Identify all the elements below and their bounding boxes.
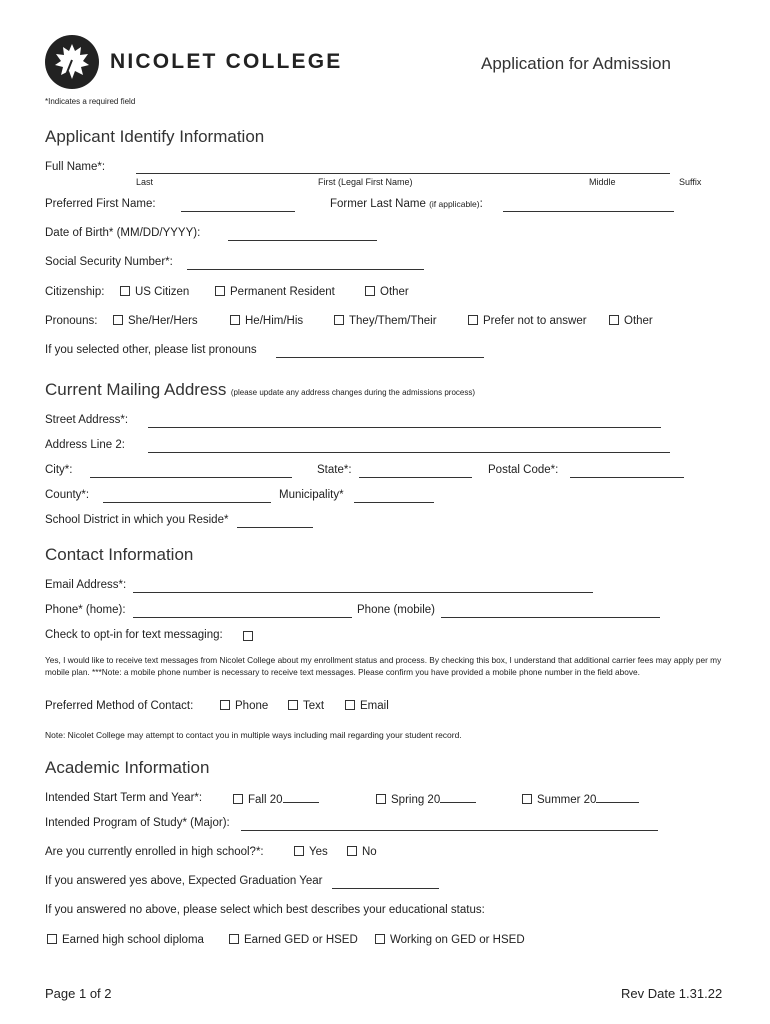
preferred-first-field[interactable] [181,201,295,212]
checkbox[interactable] [347,846,357,856]
school-district-label: School District in which you Reside* [45,514,229,526]
citizenship-option-us[interactable]: US Citizen [120,286,189,298]
method-option-email[interactable]: Email [345,700,389,712]
section-title-applicant: Applicant Identify Information [45,127,265,146]
street-field[interactable] [148,417,661,428]
checkbox[interactable] [376,794,386,804]
former-last-row: Former Last Name (if applicable): [330,198,483,210]
full-name-label: Full Name*: [45,161,106,173]
checkbox[interactable] [345,700,355,710]
status-option-diploma[interactable]: Earned high school diploma [47,934,204,946]
line2-label: Address Line 2: [45,439,125,451]
checkbox[interactable] [113,315,123,325]
term-option-fall[interactable]: Fall 20 [233,792,319,806]
pronoun-option-he[interactable]: He/Him/His [230,315,303,327]
contact-note: Note: Nicolet College may attempt to contact you in multiple ways including mail regarding your student record. [45,730,462,740]
phone-home-field[interactable] [133,607,352,618]
former-last-field[interactable] [503,201,674,212]
pronoun-option-they[interactable]: They/Them/Their [334,315,437,327]
required-note: *Indicates a required field [45,97,136,106]
dob-field[interactable] [228,230,377,241]
full-name-suffix-label: Suffix [679,177,702,187]
checkbox[interactable] [230,315,240,325]
checkbox[interactable] [229,934,239,944]
rev-date: Rev Date 1.31.22 [621,986,723,1001]
email-label: Email Address*: [45,579,127,591]
dob-label: Date of Birth* (MM/DD/YYYY): [45,227,201,239]
phone-mobile-label: Phone (mobile) [357,604,435,616]
pronouns-other-label: If you selected other, please list pronouns [45,344,257,356]
pronoun-option-prefer-not[interactable]: Prefer not to answer [468,315,587,327]
school-district-field[interactable] [237,517,313,528]
status-option-ged[interactable]: Earned GED or HSED [229,934,358,946]
checkbox[interactable] [522,794,532,804]
postal-field[interactable] [570,467,684,478]
enrolled-hs-label: Are you currently enrolled in high school?*: [45,846,264,858]
full-name-middle-label: Middle [589,177,616,187]
municipality-field[interactable] [354,492,434,503]
status-question: If you answered no above, please select which best describes your educational status: [45,904,485,916]
program-label: Intended Program of Study* (Major): [45,817,230,829]
phone-home-label: Phone* (home): [45,604,126,616]
citizenship-option-pr[interactable]: Permanent Resident [215,286,335,298]
college-logo [44,34,100,90]
spring-year-field[interactable] [440,792,476,803]
ssn-label: Social Security Number*: [45,256,173,268]
opt-in-checkbox[interactable] [243,631,253,641]
college-name: NICOLET COLLEGE [110,50,343,73]
section-title-academic: Academic Information [45,758,210,777]
checkbox[interactable] [220,700,230,710]
oak-leaf-logo-icon [44,34,100,90]
page-number: Page 1 of 2 [45,986,112,1001]
checkbox[interactable] [233,794,243,804]
grad-year-field[interactable] [332,878,439,889]
status-option-working[interactable]: Working on GED or HSED [375,934,525,946]
term-option-spring[interactable]: Spring 20 [376,792,476,806]
county-label: County*: [45,489,90,501]
municipality-label: Municipality* [279,489,344,501]
email-field[interactable] [133,582,593,593]
form-title: Application for Admission [481,54,671,73]
summer-year-field[interactable] [596,792,639,803]
grad-year-label: If you answered yes above, Expected Graduation Year [45,875,323,887]
section-title-contact: Contact Information [45,545,194,564]
term-option-summer[interactable]: Summer 20 [522,792,639,806]
preferred-method-label: Preferred Method of Contact: [45,700,194,712]
checkbox[interactable] [375,934,385,944]
pronouns-other-field[interactable] [276,347,484,358]
city-field[interactable] [90,467,292,478]
program-field[interactable] [241,820,658,831]
enrolled-hs-no[interactable]: No [347,846,377,858]
checkbox[interactable] [120,286,130,296]
citizenship-option-other[interactable]: Other [365,286,409,298]
county-field[interactable] [103,492,271,503]
state-field[interactable] [359,467,472,478]
phone-mobile-field[interactable] [441,607,660,618]
citizenship-label: Citizenship: [45,286,105,298]
city-label: City*: [45,464,73,476]
street-label: Street Address*: [45,414,129,426]
checkbox[interactable] [365,286,375,296]
section-title-address: Current Mailing Address [45,380,227,399]
checkbox[interactable] [609,315,619,325]
pronoun-option-other[interactable]: Other [609,315,653,327]
method-option-text[interactable]: Text [288,700,324,712]
state-label: State*: [317,464,352,476]
checkbox[interactable] [288,700,298,710]
fall-year-field[interactable] [283,792,319,803]
checkbox[interactable] [294,846,304,856]
address-note: (please update any address changes during the admissions process) [230,388,476,397]
pronouns-label: Pronouns: [45,315,98,327]
section-title-address-row [45,380,475,400]
enrolled-hs-yes[interactable]: Yes [294,846,328,858]
checkbox[interactable] [468,315,478,325]
method-option-phone[interactable]: Phone [220,700,268,712]
ssn-field[interactable] [187,259,424,270]
opt-in-disclaimer: Yes, I would like to receive text messages from Nicolet College about my enrollment status and process. By checking this box, I understand that additional carrier fees may apply per my mobile plan. ***Note: a mobile phone number is necessary to receive text messages. Please confirm you have provided a mobile phone number in the field above. [45,655,722,677]
pronoun-option-she[interactable]: She/Her/Hers [113,315,198,327]
checkbox[interactable] [47,934,57,944]
checkbox[interactable] [334,315,344,325]
full-name-first-label: First (Legal First Name) [318,177,413,187]
postal-label: Postal Code*: [488,464,559,476]
full-name-last-label: Last [136,177,154,187]
full-name-field[interactable] [136,163,670,174]
full-name-row [45,161,105,173]
checkbox[interactable] [215,286,225,296]
former-last-note: (if applicable) [429,199,480,209]
preferred-first-label: Preferred First Name: [45,198,156,210]
opt-in-label: Check to opt-in for text messaging: [45,629,223,641]
start-term-label: Intended Start Term and Year*: [45,792,203,804]
line2-field[interactable] [148,442,670,453]
former-last-label: Former Last Name [330,198,426,210]
